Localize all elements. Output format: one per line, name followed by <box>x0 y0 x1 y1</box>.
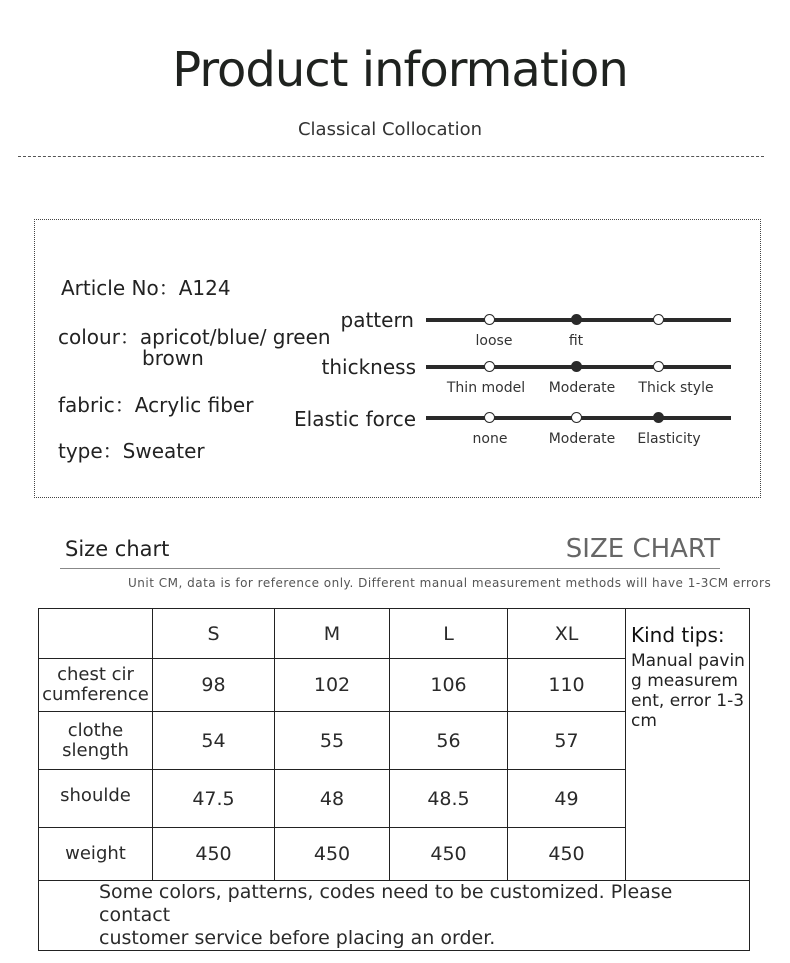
table-cell: 450 <box>153 828 275 881</box>
header-divider <box>18 156 764 157</box>
row-header-shoulder: shoulde <box>39 770 153 828</box>
table-cell: 55 <box>275 712 390 770</box>
size-table <box>38 608 750 951</box>
rating-dot-selected <box>571 314 582 325</box>
table-cell: 106 <box>390 659 508 712</box>
size-chart-divider <box>60 568 720 569</box>
kind-tips-body: Manual paving measurement, error 1-3cm <box>631 651 745 731</box>
customization-note: Some colors, patterns, codes need to be customized. Please contact customer service before placing an order. <box>39 881 750 951</box>
rating-option: Thick style <box>638 380 714 396</box>
table-header-row <box>39 609 750 659</box>
rating-dot <box>653 314 664 325</box>
column-header-xl: XL <box>508 609 626 659</box>
column-header-l: L <box>390 609 508 659</box>
rating-label-elastic-force: Elastic force <box>294 407 416 431</box>
kind-tips-cell <box>626 609 750 881</box>
table-footer-row <box>39 881 750 951</box>
rating-dot <box>653 361 664 372</box>
table-cell: 450 <box>508 828 626 881</box>
table-cell: 102 <box>275 659 390 712</box>
table-cell: 450 <box>275 828 390 881</box>
colour-line-1: colour：apricot/blue/ green <box>58 325 331 349</box>
size-chart-heading-en: SIZE CHART <box>565 534 720 564</box>
row-header-weight: weight <box>39 828 153 881</box>
row-header-chest: chest cir cumference <box>39 659 153 712</box>
rating-option: fit <box>568 333 584 349</box>
table-cell: 47.5 <box>153 770 275 828</box>
rating-label-thickness: thickness <box>321 355 416 379</box>
rating-option: Thin model <box>446 380 526 396</box>
table-cell: 450 <box>390 828 508 881</box>
type-info: type：Sweater <box>58 439 205 463</box>
table-cell: 48 <box>275 770 390 828</box>
table-cell: 57 <box>508 712 626 770</box>
page-title: Product information <box>172 42 628 98</box>
table-cell: 98 <box>153 659 275 712</box>
size-chart-note: Unit CM, data is for reference only. Different manual measurement methods will have 1-3CM errors <box>128 576 772 590</box>
rating-label-pattern: pattern <box>340 308 414 332</box>
rating-dot-selected <box>653 412 664 423</box>
rating-dot <box>484 314 495 325</box>
article-number: Article No：A124 <box>61 276 231 300</box>
table-cell: 48.5 <box>390 770 508 828</box>
colour-line-2: brown <box>142 346 204 370</box>
rating-option: loose <box>475 333 513 349</box>
kind-tips-title: Kind tips: <box>631 623 725 647</box>
table-cell: 110 <box>508 659 626 712</box>
table-corner-cell <box>39 609 153 659</box>
column-header-s: S <box>153 609 275 659</box>
table-cell: 54 <box>153 712 275 770</box>
rating-dot <box>571 412 582 423</box>
column-header-m: M <box>275 609 390 659</box>
rating-dot <box>484 412 495 423</box>
rating-option: Elasticity <box>637 431 701 447</box>
size-chart-heading: Size chart <box>65 537 170 561</box>
rating-dot <box>484 361 495 372</box>
rating-option: none <box>472 431 508 447</box>
rating-option: Moderate <box>548 431 616 447</box>
page-subtitle: Classical Collocation <box>297 119 482 140</box>
rating-dot-selected <box>571 361 582 372</box>
rating-option: Moderate <box>548 380 616 396</box>
table-cell: 49 <box>508 770 626 828</box>
table-cell: 56 <box>390 712 508 770</box>
fabric-info: fabric：Acrylic fiber <box>58 393 254 417</box>
row-header-length: clothe slength <box>39 712 153 770</box>
